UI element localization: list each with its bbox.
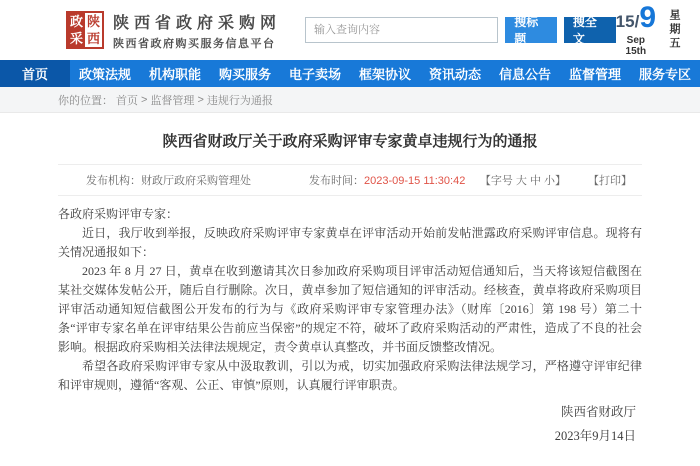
signature-org: 陕西省财政厅 <box>560 405 636 419</box>
date-english: Sep 15th <box>625 35 647 57</box>
breadcrumb-home[interactable]: 首页 <box>116 94 138 107</box>
main-nav <box>0 60 700 87</box>
date-month-number: 9 <box>639 1 656 34</box>
signature-date: 2023年9月14日 <box>554 429 636 443</box>
article-title: 陕西省财政厅关于政府采购评审专家黄卓违规行为的通报 <box>162 133 538 150</box>
article <box>0 113 700 448</box>
search-bar <box>305 15 616 46</box>
date-widget <box>616 3 686 57</box>
site-logo-seal-icon <box>66 11 104 49</box>
paragraph-intro: 近日，我厅收到举报，反映政府采购评审专家黄卓在评审活动开始前发帖泄露政府采购评审信息。现将有关情况通报如下： <box>58 226 642 259</box>
publish-time: 2023-09-15 11:30:42 <box>364 175 466 187</box>
breadcrumb-supervision[interactable]: 监督管理 <box>150 94 195 107</box>
publish-agency-label: 发布机构： <box>86 175 141 187</box>
article-body <box>58 205 642 395</box>
site-subtitle: 陕西省政府购买服务信息平台 <box>113 37 276 50</box>
seal-char: 陕 <box>86 14 100 29</box>
seal-char: 采 <box>69 31 83 46</box>
nav-item-announcements[interactable]: 信息公告 <box>498 67 551 82</box>
seal-char: 政 <box>69 14 83 29</box>
nav-item-service-zone[interactable]: 服务专区 <box>638 67 691 82</box>
font-size-control[interactable]: 【字号 大 中 小】 <box>479 175 566 187</box>
publish-time-label: 发布时间： <box>309 175 364 187</box>
date-day-month: 15/ <box>615 12 640 31</box>
print-button[interactable]: 【打印】 <box>588 175 632 187</box>
nav-item-e-marketplace[interactable]: 电子卖场 <box>288 67 341 82</box>
breadcrumb-separator: > <box>197 93 204 106</box>
breadcrumb <box>0 87 700 113</box>
nav-item-supervision[interactable]: 监督管理 <box>568 67 621 82</box>
breadcrumb-separator: > <box>141 93 148 106</box>
breadcrumb-prefix: 你的位置： <box>58 94 113 107</box>
site-header <box>0 0 700 60</box>
article-meta <box>58 164 642 196</box>
nav-item-framework-agreement[interactable]: 框架协议 <box>358 67 411 82</box>
site-title: 陕西省政府采购网 <box>113 14 282 32</box>
site-names <box>113 10 281 51</box>
nav-item-purchase-services[interactable]: 购买服务 <box>218 67 271 82</box>
search-fulltext-button[interactable]: 搜全文 <box>564 17 616 43</box>
publish-agency: 财政厅政府采购管理处 <box>141 175 251 187</box>
seal-char: 西 <box>86 31 100 46</box>
breadcrumb-current: 违规行为通报 <box>206 94 273 107</box>
nav-item-functions[interactable]: 机构职能 <box>148 67 201 82</box>
paragraph-conclusion: 希望各政府采购评审专家从中汲取教训，引以为戒，切实加强政府采购法律法规学习，严格遵守评审纪律和评审规则，遵循“客观、公正、审慎”原则，认真履行评审职责。 <box>58 359 642 392</box>
nav-item-home[interactable]: 首页 <box>0 60 70 87</box>
search-title-button[interactable]: 搜标题 <box>505 17 557 43</box>
article-signature <box>58 400 642 448</box>
nav-item-news[interactable]: 资讯动态 <box>428 67 481 82</box>
nav-item-policy[interactable]: 政策法规 <box>78 67 131 82</box>
paragraph-salutation: 各政府采购评审专家： <box>58 207 179 221</box>
search-input[interactable] <box>305 17 498 43</box>
date-weekday: 星期五 <box>668 9 680 51</box>
paragraph-facts: 2023 年 8 月 27 日，黄卓在收到邀请其次日参加政府采购项目评审活动短信通知后，当天将该短信截图在某社交媒体发帖公开，随后自行删除。次日，黄卓参加了短信通知的评审活动。经核查，黄卓将政府采购项目评审活动通知短信截图公开发布的行为与《政府采购评审专家管理办法》（财库〔2016〕第 198 号）第二十条“评审专家名单在评审结果公告前应当保密”的规定不符，破坏了政府采购活动的严肃性，造成了不良的社会影响。根据政府采购相关法律法规规定，责令黄卓认真整改，并书面反馈整改情况。 <box>58 264 642 354</box>
